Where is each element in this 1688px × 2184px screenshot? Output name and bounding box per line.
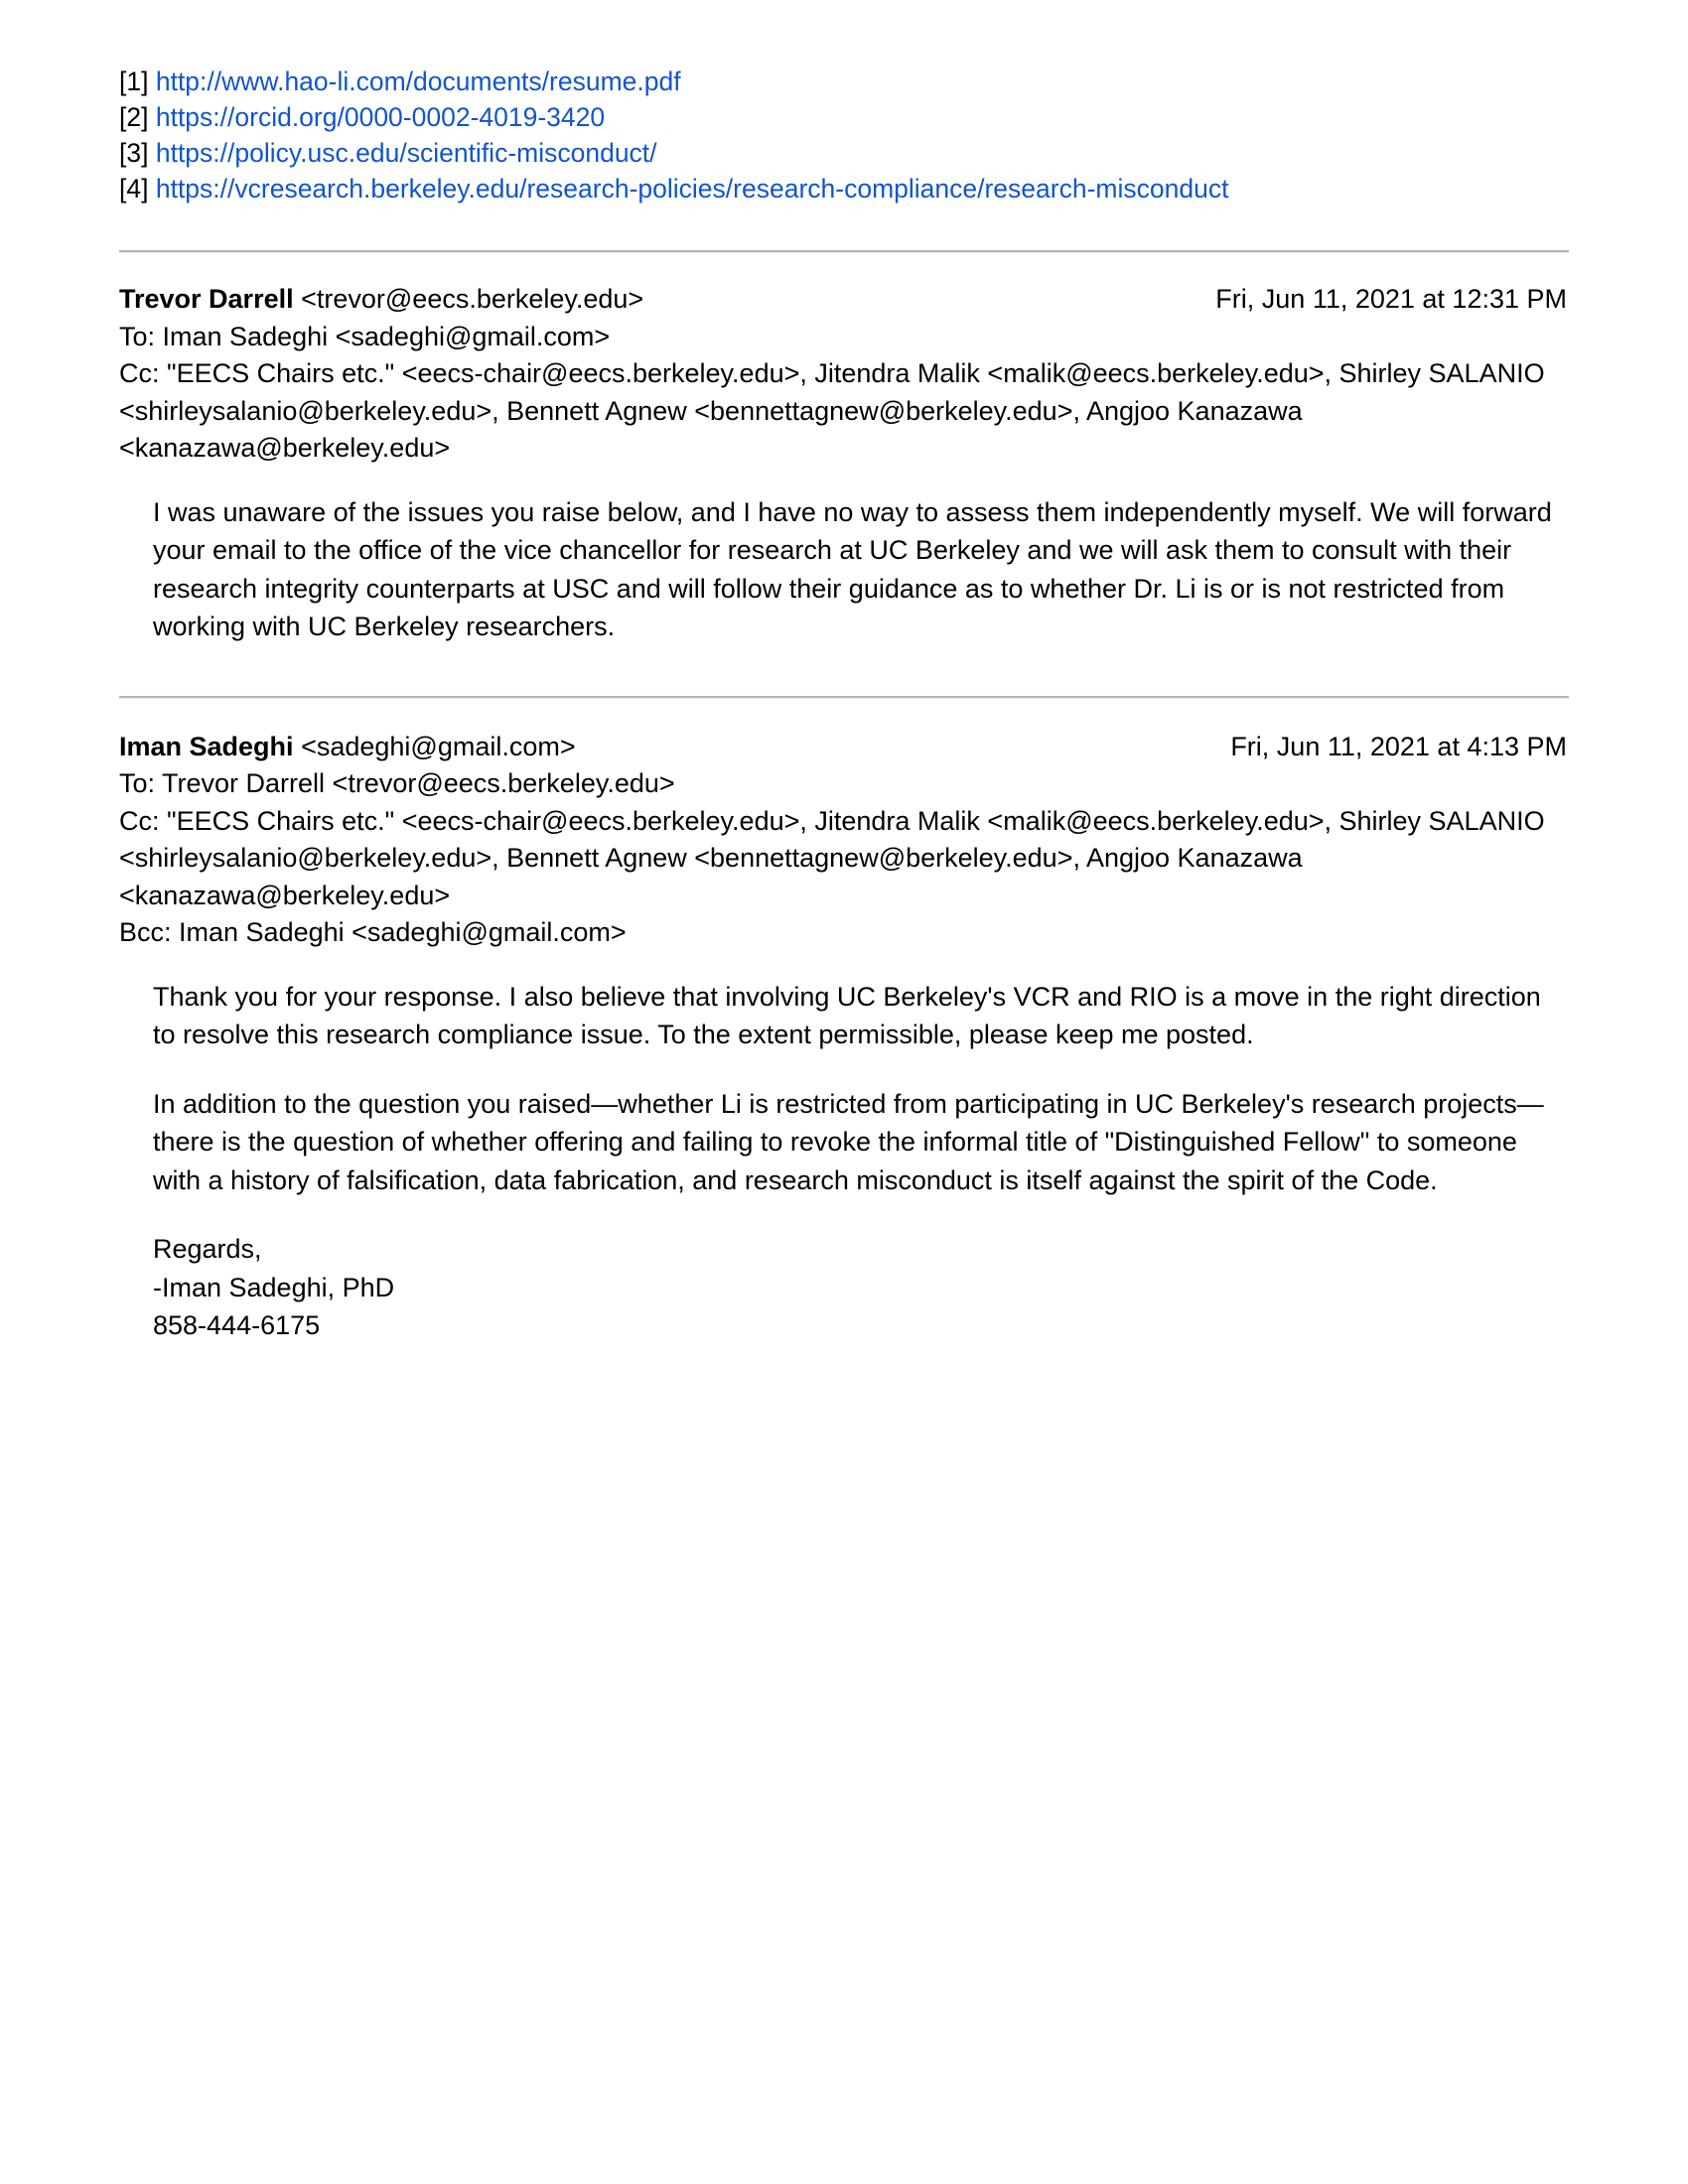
email-body-1 (153, 493, 1569, 646)
email-date: Fri, Jun 11, 2021 at 4:13 PM (1230, 731, 1567, 761)
email-to-line: To: Trevor Darrell <trevor@eecs.berkeley.edu> (119, 768, 675, 798)
message-separator (119, 250, 1569, 253)
reference-link-2[interactable]: https://orcid.org/0000-0002-4019-3420 (155, 102, 606, 132)
email-header-top-row (119, 729, 1569, 766)
sender-line (119, 281, 643, 319)
reference-item-3 (119, 135, 1569, 171)
reference-item-1 (119, 64, 1569, 99)
reference-marker: [4] (119, 174, 149, 204)
sender-line (119, 729, 576, 766)
sender-name: Trevor Darrell (119, 284, 294, 314)
email-header-1 (119, 281, 1569, 468)
email-date: Fri, Jun 11, 2021 at 12:31 PM (1215, 284, 1567, 314)
email-cc-line: Cc: "EECS Chairs etc." <eecs-chair@eecs.berkeley.edu>, Jitendra Malik <malik@eecs.berkeley.edu>, Shirley SALANIO <shirleysalanio@berkeley.edu>, Bennett Agnew <bennettagnew@berkeley.edu>, Angjoo Kanazawa <kanazawa@berkeley.edu> (119, 805, 1545, 910)
email-message-1 (119, 281, 1569, 646)
email-body-2 (153, 978, 1569, 1345)
reference-link-1[interactable]: http://www.hao-li.com/documents/resume.pdf (155, 67, 681, 96)
email-to-line: To: Iman Sadeghi <sadeghi@gmail.com> (119, 321, 611, 351)
reference-marker: [3] (119, 138, 149, 168)
sender-address: <sadeghi@gmail.com> (301, 731, 576, 761)
message-separator (119, 696, 1569, 699)
email-header-top-row (119, 281, 1569, 319)
email-message-2 (119, 729, 1569, 1345)
signature-phone: 858-444-6175 (153, 1310, 321, 1340)
body-paragraph: Thank you for your response. I also believe that involving UC Berkeley's VCR and RIO is a move in the right direction to resolve this research compliance issue. To the extent permissible, please keep me posted. (153, 981, 1541, 1049)
email-bcc-line: Bcc: Iman Sadeghi <sadeghi@gmail.com> (119, 917, 627, 947)
reference-links-block (119, 60, 1569, 206)
email-signature (153, 1230, 1569, 1345)
reference-marker: [1] (119, 67, 149, 96)
signature-line-1: Regards, (153, 1234, 262, 1264)
sender-address: <trevor@eecs.berkeley.edu> (301, 284, 644, 314)
reference-marker: [2] (119, 102, 149, 132)
reference-link-3[interactable]: https://policy.usc.edu/scientific-misconduct/ (155, 138, 657, 168)
email-header-2 (119, 729, 1569, 952)
signature-line-2: -Iman Sadeghi, PhD (153, 1272, 395, 1302)
email-cc-line: Cc: "EECS Chairs etc." <eecs-chair@eecs.berkeley.edu>, Jitendra Malik <malik@eecs.berkeley.edu>, Shirley SALANIO <shirleysalanio@berkeley.edu>, Bennett Agnew <bennettagnew@berkeley.edu>, Angjoo Kanazawa <kanazawa@berkeley.edu> (119, 358, 1545, 463)
sender-name: Iman Sadeghi (119, 731, 294, 761)
reference-item-2 (119, 99, 1569, 135)
reference-item-4 (119, 171, 1569, 206)
reference-link-4[interactable]: https://vcresearch.berkeley.edu/research-policies/research-compliance/research-misconduct (155, 174, 1229, 204)
body-paragraph: I was unaware of the issues you raise below, and I have no way to assess them independently myself. We will forward your email to the office of the vice chancellor for research at UC Berkeley and we will ask them to consult with their research integrity counterparts at USC and will follow their guidance as to whether Dr. Li is or is not restricted from working with UC Berkeley researchers. (153, 496, 1552, 641)
body-paragraph: In addition to the question you raised—whether Li is restricted from participating in UC Berkeley's research projects—there is the question of whether offering and failing to revoke the informal title of "Distinguished Fellow" to someone with a history of falsification, data fabrication, and research misconduct is itself against the spirit of the Code. (153, 1088, 1544, 1195)
